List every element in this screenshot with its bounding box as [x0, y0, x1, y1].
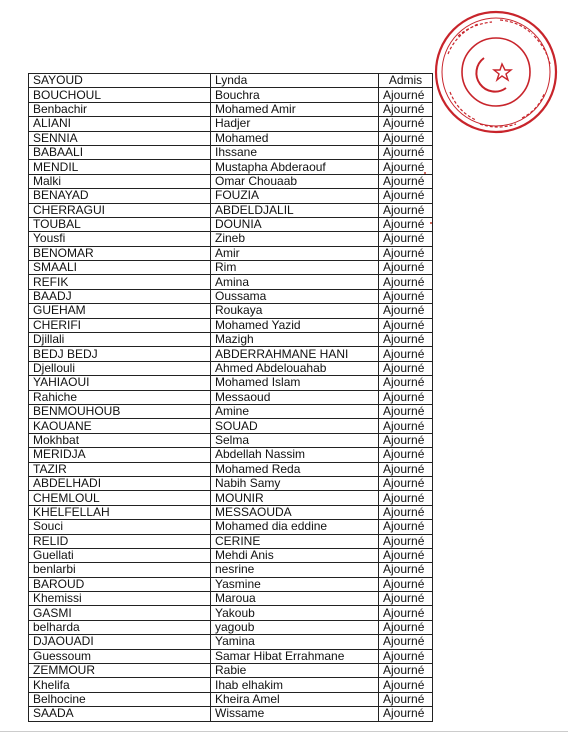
table-row	[29, 505, 433, 519]
cell-prenom: Amir	[211, 246, 379, 260]
cell-nom: Mokhbat	[29, 433, 211, 447]
cell-resultat: Ajourné	[379, 390, 433, 404]
cell-nom: RELID	[29, 534, 211, 548]
table-row	[29, 592, 433, 606]
cell-resultat: Ajourné	[379, 462, 433, 476]
cell-resultat: Ajourné	[379, 534, 433, 548]
cell-prenom: Mohamed	[211, 131, 379, 145]
cell-nom: BENMOUHOUB	[29, 404, 211, 418]
cell-nom: SMAALI	[29, 261, 211, 275]
cell-prenom: Oussama	[211, 289, 379, 303]
cell-prenom: DOUNIA	[211, 217, 379, 231]
cell-resultat: Ajourné	[379, 620, 433, 634]
cell-nom: MENDIL	[29, 160, 211, 174]
results-body	[29, 74, 433, 722]
cell-nom: GUEHAM	[29, 304, 211, 318]
cell-resultat: Ajourné	[379, 692, 433, 706]
table-row	[29, 189, 433, 203]
cell-resultat: Ajourné	[379, 347, 433, 361]
cell-resultat: Ajourné	[379, 491, 433, 505]
results-table	[28, 73, 433, 722]
table-row	[29, 117, 433, 131]
cell-resultat: Ajourné	[379, 333, 433, 347]
cell-nom: DJAOUADI	[29, 635, 211, 649]
cell-prenom: Amina	[211, 275, 379, 289]
cell-resultat: Ajourné	[379, 376, 433, 390]
table-row	[29, 577, 433, 591]
table-row	[29, 678, 433, 692]
cell-prenom: Mazigh	[211, 333, 379, 347]
cell-prenom: MESSAOUDA	[211, 505, 379, 519]
table-row	[29, 433, 433, 447]
cell-prenom: Roukaya	[211, 304, 379, 318]
cell-nom: TAZIR	[29, 462, 211, 476]
table-row	[29, 131, 433, 145]
cell-prenom: Mohamed dia eddine	[211, 520, 379, 534]
cell-prenom: ABDELDJALIL	[211, 203, 379, 217]
cell-prenom: Kheira Amel	[211, 692, 379, 706]
cell-nom: YAHIAOUI	[29, 376, 211, 390]
cell-nom: REFIK	[29, 275, 211, 289]
cell-nom: Guellati	[29, 548, 211, 562]
cell-prenom: CERINE	[211, 534, 379, 548]
cell-nom: Yousfi	[29, 232, 211, 246]
cell-resultat: Ajourné	[379, 232, 433, 246]
cell-prenom: Zineb	[211, 232, 379, 246]
cell-resultat: Ajourné	[379, 189, 433, 203]
cell-resultat: Ajourné	[379, 404, 433, 418]
cell-nom: Rahiche	[29, 390, 211, 404]
cell-prenom: Lynda	[211, 74, 379, 88]
cell-resultat: Ajourné	[379, 433, 433, 447]
table-row	[29, 102, 433, 116]
cell-prenom: Mohamed Amir	[211, 102, 379, 116]
table-row	[29, 318, 433, 332]
cell-nom: Malki	[29, 174, 211, 188]
cell-nom: BENAYAD	[29, 189, 211, 203]
cell-nom: Djellouli	[29, 361, 211, 375]
cell-prenom: yagoub	[211, 620, 379, 634]
cell-prenom: Nabih Samy	[211, 476, 379, 490]
table-row	[29, 88, 433, 102]
table-row	[29, 376, 433, 390]
cell-prenom: nesrine	[211, 563, 379, 577]
cell-resultat: Ajourné	[379, 275, 433, 289]
cell-resultat: Ajourné	[379, 520, 433, 534]
cell-nom: CHEMLOUL	[29, 491, 211, 505]
cell-prenom: Yasmine	[211, 577, 379, 591]
table-row	[29, 476, 433, 490]
cell-resultat: Ajourné	[379, 217, 433, 231]
cell-nom: MERIDJA	[29, 448, 211, 462]
table-row	[29, 649, 433, 663]
cell-nom: Djillali	[29, 333, 211, 347]
cell-resultat: Ajourné	[379, 261, 433, 275]
cell-resultat: Ajourné	[379, 678, 433, 692]
cell-resultat: Ajourné	[379, 174, 433, 188]
cell-resultat: Ajourné	[379, 289, 433, 303]
cell-prenom: SOUAD	[211, 419, 379, 433]
table-row	[29, 174, 433, 188]
table-row	[29, 419, 433, 433]
cell-prenom: Mohamed Islam	[211, 376, 379, 390]
cell-resultat: Ajourné	[379, 361, 433, 375]
cell-nom: ABDELHADI	[29, 476, 211, 490]
cell-nom: SAYOUD	[29, 74, 211, 88]
table-row	[29, 548, 433, 562]
cell-nom: belharda	[29, 620, 211, 634]
cell-nom: BENOMAR	[29, 246, 211, 260]
cell-resultat: Ajourné	[379, 102, 433, 116]
cell-nom: Belhocine	[29, 692, 211, 706]
cell-resultat: Ajourné	[379, 563, 433, 577]
cell-resultat: Ajourné	[379, 592, 433, 606]
cell-prenom: Omar Chouaab	[211, 174, 379, 188]
cell-resultat: Ajourné	[379, 548, 433, 562]
cell-resultat: Ajourné	[379, 505, 433, 519]
cell-nom: ZEMMOUR	[29, 664, 211, 678]
cell-prenom: Amine	[211, 404, 379, 418]
cell-resultat: Ajourné	[379, 203, 433, 217]
cell-prenom: ABDERRAHMANE HANI	[211, 347, 379, 361]
cell-resultat: Ajourné	[379, 419, 433, 433]
cell-nom: CHERRAGUI	[29, 203, 211, 217]
cell-prenom: Ihssane	[211, 145, 379, 159]
cell-prenom: Mohamed Reda	[211, 462, 379, 476]
table-row	[29, 261, 433, 275]
table-row	[29, 347, 433, 361]
cell-resultat: Ajourné	[379, 707, 433, 721]
table-row	[29, 275, 433, 289]
table-row	[29, 707, 433, 721]
cell-resultat: Ajourné	[379, 160, 433, 174]
cell-nom: CHERIFI	[29, 318, 211, 332]
cell-nom: BOUCHOUL	[29, 88, 211, 102]
cell-prenom: Maroua	[211, 592, 379, 606]
cell-nom: Souci	[29, 520, 211, 534]
cell-prenom: Mohamed Yazid	[211, 318, 379, 332]
table-row	[29, 217, 433, 231]
table-row	[29, 333, 433, 347]
table-row	[29, 232, 433, 246]
cell-nom: Benbachir	[29, 102, 211, 116]
cell-nom: BABAALI	[29, 145, 211, 159]
table-row	[29, 304, 433, 318]
table-row	[29, 145, 433, 159]
table-row	[29, 491, 433, 505]
cell-resultat: Ajourné	[379, 304, 433, 318]
table-row	[29, 74, 433, 88]
cell-prenom: Abdellah Nassim	[211, 448, 379, 462]
table-row	[29, 520, 433, 534]
table-row	[29, 448, 433, 462]
table-row	[29, 404, 433, 418]
table-row	[29, 534, 433, 548]
cell-prenom: Wissame	[211, 707, 379, 721]
cell-prenom: FOUZIA	[211, 189, 379, 203]
ink-mark	[424, 172, 426, 174]
cell-resultat: Ajourné	[379, 117, 433, 131]
cell-nom: Guessoum	[29, 649, 211, 663]
cell-nom: KAOUANE	[29, 419, 211, 433]
cell-prenom: Rabie	[211, 664, 379, 678]
cell-nom: BAADJ	[29, 289, 211, 303]
cell-resultat: Ajourné	[379, 448, 433, 462]
cell-prenom: MOUNIR	[211, 491, 379, 505]
cell-nom: SAADA	[29, 707, 211, 721]
cell-resultat: Ajourné	[379, 131, 433, 145]
cell-nom: Khelifa	[29, 678, 211, 692]
cell-resultat: Ajourné	[379, 577, 433, 591]
cell-resultat: Ajourné	[379, 664, 433, 678]
table-row	[29, 390, 433, 404]
cell-resultat: Ajourné	[379, 246, 433, 260]
table-row	[29, 692, 433, 706]
cell-prenom: Yakoub	[211, 606, 379, 620]
cell-prenom: Ihab elhakim	[211, 678, 379, 692]
table-row	[29, 160, 433, 174]
cell-prenom: Selma	[211, 433, 379, 447]
cell-prenom: Ahmed Abdelouahab	[211, 361, 379, 375]
cell-nom: GASMI	[29, 606, 211, 620]
cell-resultat: Ajourné	[379, 318, 433, 332]
cell-prenom: Bouchra	[211, 88, 379, 102]
cell-prenom: Mehdi Anis	[211, 548, 379, 562]
cell-nom: benlarbi	[29, 563, 211, 577]
table-row	[29, 361, 433, 375]
official-stamp	[430, 6, 562, 138]
table-row	[29, 664, 433, 678]
cell-prenom: Mustapha Abderaouf	[211, 160, 379, 174]
cell-resultat: Ajourné	[379, 649, 433, 663]
cell-resultat: Ajourné	[379, 145, 433, 159]
table-row	[29, 563, 433, 577]
table-row	[29, 462, 433, 476]
cell-nom: BEDJ BEDJ	[29, 347, 211, 361]
table-row	[29, 289, 433, 303]
cell-prenom: Samar Hibat Errahmane	[211, 649, 379, 663]
cell-resultat: Ajourné	[379, 606, 433, 620]
cell-nom: Khemissi	[29, 592, 211, 606]
table-row	[29, 246, 433, 260]
cell-nom: KHELFELLAH	[29, 505, 211, 519]
ink-mark	[430, 222, 432, 224]
table-row	[29, 635, 433, 649]
cell-nom: SENNIA	[29, 131, 211, 145]
cell-nom: ALIANI	[29, 117, 211, 131]
cell-resultat: Admis	[379, 74, 433, 88]
cell-nom: TOUBAL	[29, 217, 211, 231]
cell-prenom: Hadjer	[211, 117, 379, 131]
cell-resultat: Ajourné	[379, 476, 433, 490]
cell-resultat: Ajourné	[379, 88, 433, 102]
cell-prenom: Rim	[211, 261, 379, 275]
page-bottom-edge	[0, 731, 568, 732]
table-row	[29, 606, 433, 620]
table-row	[29, 620, 433, 634]
cell-prenom: Yamina	[211, 635, 379, 649]
cell-prenom: Messaoud	[211, 390, 379, 404]
table-row	[29, 203, 433, 217]
cell-resultat: Ajourné	[379, 635, 433, 649]
cell-nom: BAROUD	[29, 577, 211, 591]
